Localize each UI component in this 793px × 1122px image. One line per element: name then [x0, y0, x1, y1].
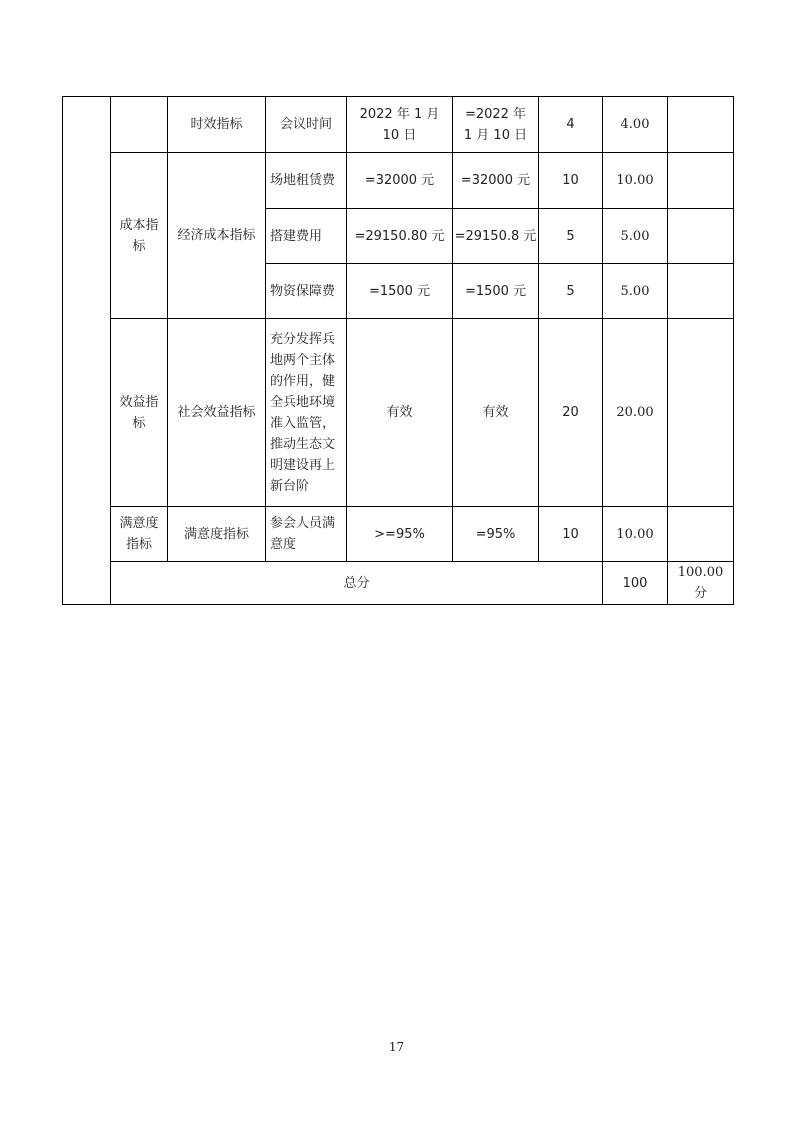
category-cell: 成本指标 [111, 153, 168, 319]
total-score-cell: 100.00 分 [668, 562, 734, 605]
performance-indicator-table [62, 96, 734, 605]
remark-cell [668, 507, 734, 562]
weight-cell: 4 [539, 97, 603, 153]
target-value-cell: =1500 元 [347, 264, 453, 319]
table-row-benefit [63, 319, 734, 507]
actual-value-cell: =32000 元 [453, 153, 539, 209]
indicator-cell: 社会效益指标 [168, 319, 266, 507]
weight-cell: 5 [539, 264, 603, 319]
target-value-cell: =29150.80 元 [347, 209, 453, 264]
weight-cell: 5 [539, 209, 603, 264]
item-name-cell: 充分发挥兵地两个主体的作用，健全兵地环境准入监管，推动生态文明建设再上新台阶 [266, 319, 347, 507]
score-cell: 20.00 [603, 319, 668, 507]
actual-value-cell: =29150.8 元 [453, 209, 539, 264]
table-row-cost [63, 153, 734, 209]
target-value-cell: =32000 元 [347, 153, 453, 209]
actual-value-cell: =1500 元 [453, 264, 539, 319]
target-value-cell: 2022 年 1 月 10 日 [347, 97, 453, 153]
item-name-cell: 会议时间 [266, 97, 347, 153]
score-cell: 4.00 [603, 97, 668, 153]
weight-cell: 20 [539, 319, 603, 507]
remark-cell [668, 209, 734, 264]
item-name-cell: 物资保障费 [266, 264, 347, 319]
score-cell: 10.00 [603, 507, 668, 562]
table-row-satisfaction [63, 507, 734, 562]
indicator-cell: 经济成本指标 [168, 153, 266, 319]
table-row-timeliness [63, 97, 734, 153]
indicator-cell: 时效指标 [168, 97, 266, 153]
outer-category-cell [63, 97, 111, 605]
target-value-cell: 有效 [347, 319, 453, 507]
remark-cell [668, 153, 734, 209]
category-cell: 满意度指标 [111, 507, 168, 562]
page-number: 17 [388, 1040, 405, 1054]
item-name-cell: 场地租赁费 [266, 153, 347, 209]
indicator-cell: 满意度指标 [168, 507, 266, 562]
remark-cell [668, 264, 734, 319]
category-cell-empty [111, 97, 168, 153]
item-name-cell: 参会人员满意度 [266, 507, 347, 562]
actual-value-cell: 有效 [453, 319, 539, 507]
score-cell: 5.00 [603, 264, 668, 319]
remark-cell [668, 319, 734, 507]
total-label-cell: 总分 [111, 562, 603, 605]
remark-cell [668, 97, 734, 153]
item-name-cell: 搭建费用 [266, 209, 347, 264]
target-value-cell: >=95% [347, 507, 453, 562]
weight-cell: 10 [539, 507, 603, 562]
category-cell: 效益指标 [111, 319, 168, 507]
weight-cell: 10 [539, 153, 603, 209]
table-row-total [63, 562, 734, 605]
score-cell: 10.00 [603, 153, 668, 209]
actual-value-cell: =95% [453, 507, 539, 562]
total-weight-cell: 100 [603, 562, 668, 605]
actual-value-cell: =2022 年 1 月 10 日 [453, 97, 539, 153]
score-cell: 5.00 [603, 209, 668, 264]
